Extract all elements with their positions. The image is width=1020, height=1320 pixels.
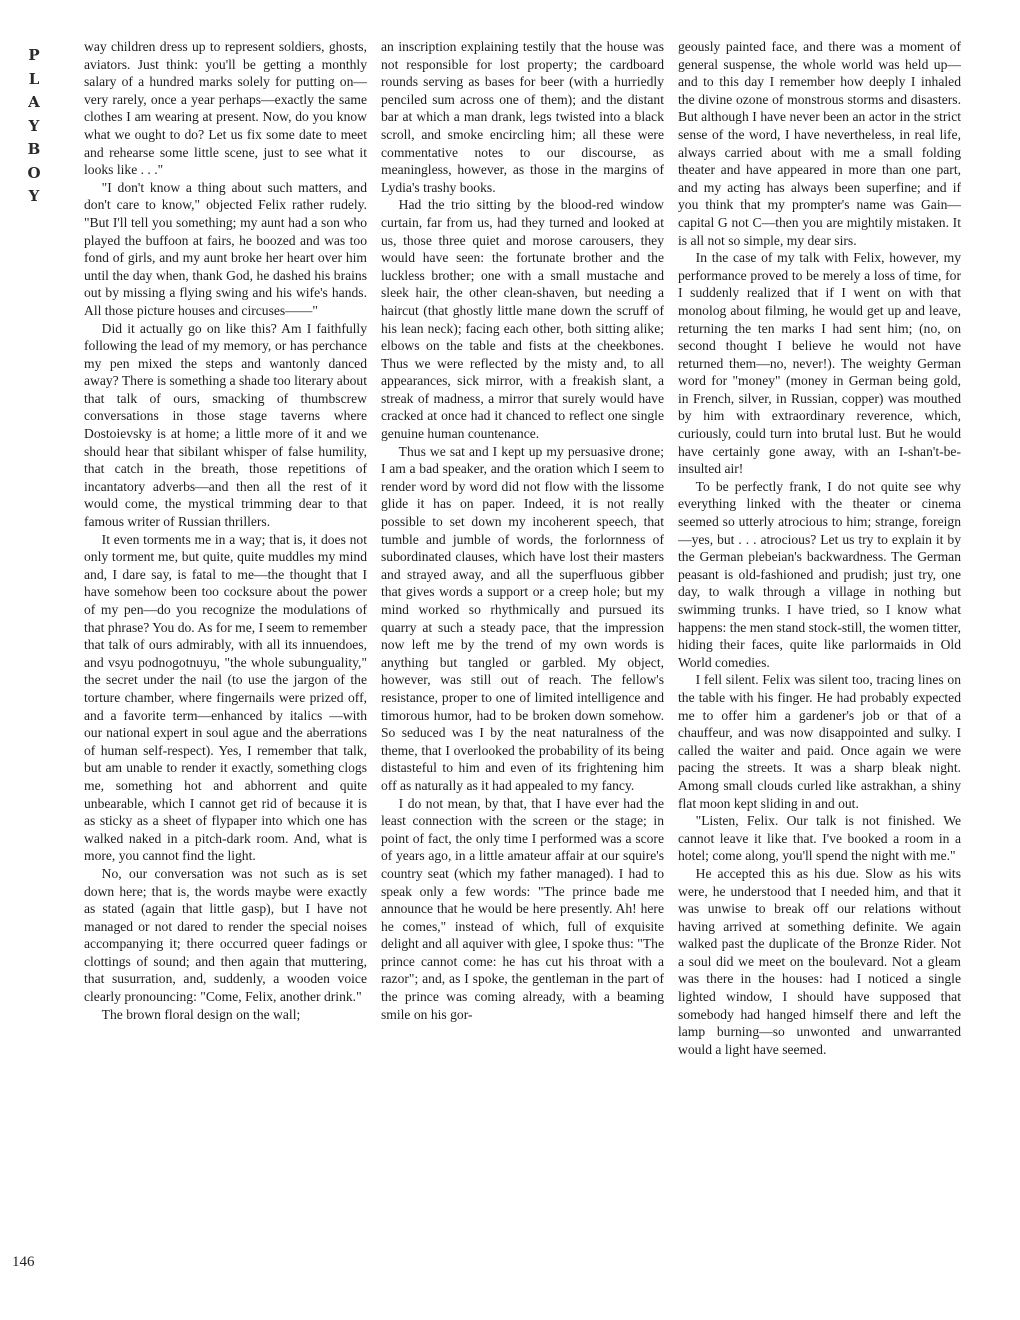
paragraph: Did it actually go on like this? Am I faithfully following the lead of my memory, or has perchance my pen mixed the steps and wantonly danced away? There is something a shade too literary about that talk of ours, smacking of thumbscrew conversations in those stage taverns where Dostoievsky is at home; a little more of it and we should hear that sibilant whisper of false humility, that catch in the breath, those repetitions of incantatory adverbs—and then all the rest of it would come, the mystical trimming dear to that famous writer of Russian thrillers. bbox=[84, 320, 367, 530]
masthead-letter: L bbox=[28, 69, 40, 88]
paragraph: "Listen, Felix. Our talk is not finished. We cannot leave it like that. I've booked a room in a hotel; come along, you'll spend the night with me." bbox=[678, 813, 961, 864]
masthead-letter: Y bbox=[28, 187, 40, 205]
paragraph: No, our conversation was not such as is set down here; that is, the words maybe were exactly as stated (again that little gasp), but I have not managed or not dared to render the special noises accompanying it; there occurred queer fadings or clottings of sound; and then again that muttering, that susurration, and, suddenly, a wooden voice clearly pronouncing: "Come, Felix, another drink." bbox=[84, 865, 367, 1005]
masthead-letter: A bbox=[28, 93, 40, 111]
text-column-3 bbox=[678, 38, 961, 1278]
masthead-letter: B bbox=[27, 140, 41, 158]
paragraph: I do not mean, by that, that I have ever had the least connection with the screen or the stage; in point of fact, the only time I performed was a score of years ago, in a little amateur affair at our squire's country seat (which my father managed). I had to speak only a few words: "The prince bade me announce that he would be here presently. Ah! here he comes," instead of which, full of exquisite delight and all aquiver with glee, I spoke thus: "The prince cannot come: he has cut his throat with a razor"; and, as I spoke, the gentleman in the part of the prince was coming already, with a beaming smile on his gor- bbox=[381, 795, 664, 1022]
masthead-letter: P bbox=[28, 46, 40, 64]
paragraph: The brown floral design on the wall; bbox=[101, 1006, 301, 1022]
text-column-2 bbox=[381, 38, 664, 1278]
paragraph: Thus we sat and I kept up my persuasive drone; I am a bad speaker, and the oration which I seem to render word by word did not flow with the lissome glide it has on paper. Indeed, it is not really possible to set down my incoherent speech, that tumble and jumble of words, the forlornness of subordinated clauses, which have lost their masters and strayed away, and all the superfluous gibber that gives words a support or a creep hole; but my mind worked so rhythmically and pursued its quarry at such a steady pace, that the impression now left me by the trend of my own words is anything but tangled or garbled. My object, however, was still out of reach. The fellow's resistance, proper to one of limited intelligence and timorous humor, had to be broken down somehow. So seduced was I by the neat naturalness of the theme, that I overlooked the probability of its being distasteful to him and even of its frightening him off as naturally as it had appealed to my fancy. bbox=[381, 443, 664, 793]
paragraph: an inscription explaining testily that the house was not responsible for lost property; the cardboard rounds serving as bases for beer (with a hurriedly penciled sum across one of them); and the distant bar at which a man drank, legs twisted into a black scroll, and smoke encircling him; all these were commentative notes to our discourse, as meaningless, however, as those in the margins of Lydia's trashy books. bbox=[381, 39, 664, 195]
paragraph: way children dress up to represent soldiers, ghosts, aviators. Just think: you'll be getting a monthly salary of a hundred marks solely for putting on—very rarely, once a year perhaps—exactly the same clothes I am wearing at present. Now, do you know what we ought to do? Let us fix some date to meet and rehearse some little scene, just to see what it looks like . . ." bbox=[84, 39, 367, 178]
paragraph: I fell silent. Felix was silent too, tracing lines on the table with his finger. He had probably expected me to offer him a gardener's job or that of a chauffeur, and was now disappointed and sulky. I called the waiter and paid. Once again we were pacing the streets. It was a sharp bleak night. Among small clouds curled like astrakhan, a shiny flat moon kept sliding in and out. bbox=[678, 672, 961, 811]
magazine-masthead bbox=[24, 44, 44, 209]
paragraph: He accepted this as his due. Slow as his wits were, he understood that I needed him, and that it was unwise to break off our relations without having arrived at something definite. We again walked past the duplicate of the Bronze Rider. Not a soul did we meet on the boulevard. Not a gleam was there in the houses: had I noticed a single lighted window, I should have supposed that somebody had hanged himself there and left the lamp burning—so unwonted and unwarranted would a light have seemed. bbox=[678, 865, 961, 1057]
text-column-1 bbox=[84, 38, 367, 1278]
paragraph: "I don't know a thing about such matters, and don't care to know," objected Felix rather rudely. "But I'll tell you something; my aunt had a son who played the buffoon at fairs, he boozed and was too fond of girls, and my aunt broke her heart over him until the day when, thank God, he dashed his brains out by missing a flying swing and his wife's hands. All those picture houses and circuses——" bbox=[84, 179, 367, 318]
paragraph: Had the trio sitting by the blood-red window curtain, far from us, had they turned and looked at us, those three quiet and morose carousers, they would have seen: the fortunate brother and the luckless brother; one with a small mustache and sleek hair, the other clean-shaven, but needing a haircut (that ghostly little mane down the scruff of his lean neck); facing each other, both sitting alike; elbows on the table and fists at the cheekbones. Thus we were reflected by the misty and, to all appearances, sick mirror, with a freakish slant, a streak of madness, a mirror that surely would have cracked at once had it chanced to reflect one single genuine human countenance. bbox=[381, 197, 664, 442]
page-number: 146 bbox=[12, 1254, 35, 1270]
masthead-letter: Y bbox=[28, 116, 40, 135]
paragraph: To be perfectly frank, I do not quite see why everything linked with the theater or cinema seemed so utterly atrocious to him; strange, foreign—yes, but . . . atrocious? Let us try to explain it by the German plebeian's backwardness. The German peasant is old-fashioned and prudish; just try, one day, to walk through a village in nothing but swimming trunks. I have tried, so I know what happens: the men stand stock-still, the women titter, hiding their faces, quite like parlormaids in Old World comedies. bbox=[678, 478, 961, 670]
paragraph: geously painted face, and there was a moment of general suspense, the whole world was held up—and to this day I remember how deeply I inhaled the divine ozone of monstrous storms and disasters. But although I have never been an actor in the strict sense of the word, I have nevertheless, in real life, always carried about with me a small folding theater and have appeared in more than one part, and my acting has always been superfine; and if you think that my prompter's name was Gain—capital G not C—then you are mightily mistaken. It is all not so simple, my dear sirs. bbox=[678, 39, 961, 248]
paragraph: It even torments me in a way; that is, it does not only torment me, but quite, quite muddles my mind and, I dare say, is fatal to me—the thought that I have somehow been too cocksure about the power of my pen—do you recognize the modulations of that phrase? You do. As for me, I seem to remember that talk of ours admirably, with all its innuendoes, and vsyu podnogotnuyu, "the whole subunguality," the secret under the nail (to use the jargon of the torture chamber, where fingernails were prized off, and a favorite term—enhanced by italics —with our national expert in soul ague and the aberrations of human self-respect). Yes, I remember that talk, but am unable to render it exactly, something clogs me, something hot and abhorrent and quite unbearable, which I cannot get rid of because it is as sticky as a sheet of flypaper into which one has walked naked in a pitch-dark room. And, what is more, you cannot find the light. bbox=[84, 531, 367, 864]
paragraph: In the case of my talk with Felix, however, my performance proved to be merely a loss of time, for I suddenly realized that if I went on with that monolog about filming, he would get up and leave, returning the ten marks I had sent him; (no, on second thought I believe he would not have returned them—no, never!). The weighty German word for "money" (money in German being gold, in French, silver, in Russian, copper) was mouthed by him with extraordinary reverence, which, curiously, could turn into brutal lust. But he would have certainly gone away, with an I-shan't-be-insulted air! bbox=[678, 250, 961, 477]
masthead-letter: O bbox=[27, 163, 41, 182]
